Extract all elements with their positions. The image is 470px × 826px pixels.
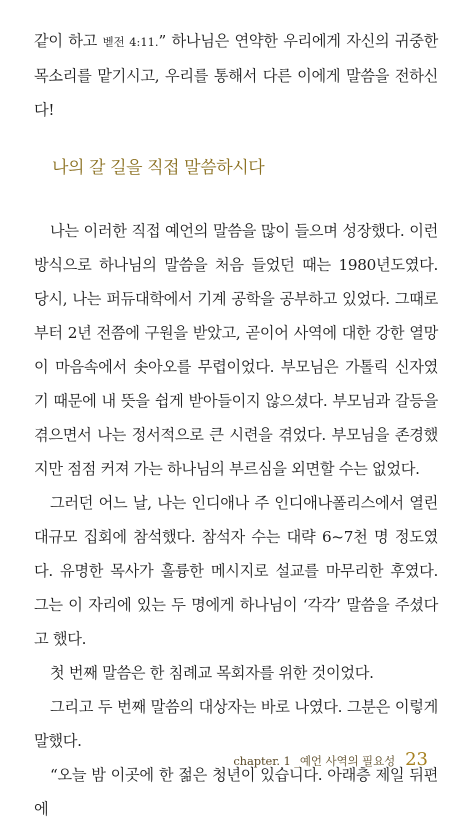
section-body xyxy=(34,214,438,826)
body-paragraph-1: 나는 이러한 직접 예언의 말씀을 많이 들으며 성장했다. 이런 방식으로 하나님의 말씀을 처음 들었던 때는 1980년도였다. 당시, 나는 퍼듀대학에서 기계 공학을 공부하고 있었다. 그때로부터 2년 전쯤에 구원을 받았고, 곧이어 사역에 대한 강한 열망이 마음속에서 솟아오를 무렵이었다. 부모님은 가톨릭 신자였기 때문에 내 뜻을 쉽게 받아들이지 않으셨다. 부모님과 갈등을 겪으면서 나는 정서적으로 큰 시련을 겪었다. 부모님을 존경했지만 점점 커져 가는 하나님의 부르심을 외면할 수는 없었다. xyxy=(34,222,438,478)
intro-text-after-ref: ” 하나님은 연약한 우리에게 자신의 귀중한 목소리를 맡기시고, 우리를 통해서 다른 이에게 말씀을 전하신다! xyxy=(34,32,439,119)
body-paragraph-2: 그러던 어느 날, 나는 인디애나 주 인디애나폴리스에서 열린 대규모 집회에 참석했다. 참석자 수는 대략 6~7천 명 정도였다. 유명한 목사가 훌륭한 메시지로 설교를 마무리한 후였다. 그는 이 자리에 있는 두 명에게 하나님이 ‘각각’ 말씀을 주셨다고 했다. xyxy=(34,494,438,648)
page-footer xyxy=(233,750,428,771)
body-paragraph-4: 그리고 두 번째 말씀의 대상자는 바로 나였다. 그분은 이렇게 말했다. xyxy=(34,698,438,750)
body-paragraph-3: 첫 번째 말씀은 한 침례교 목회자를 위한 것이었다. xyxy=(50,664,374,682)
chapter-label: chapter. 1 _예언 사역의 필요성 xyxy=(233,754,396,768)
intro-text-before-ref: 같이 하고 xyxy=(34,32,98,50)
body-paragraph-5: “오늘 밤 이곳에 한 젊은 청년이 있습니다. 아래층 제일 뒤편에 xyxy=(34,766,438,818)
page-number: 23 xyxy=(405,749,428,770)
verse-reference: 벧전 4:11. xyxy=(102,35,159,49)
section-heading: 나의 갈 길을 직접 말씀하시다 xyxy=(52,158,265,178)
intro-paragraph xyxy=(34,24,438,127)
